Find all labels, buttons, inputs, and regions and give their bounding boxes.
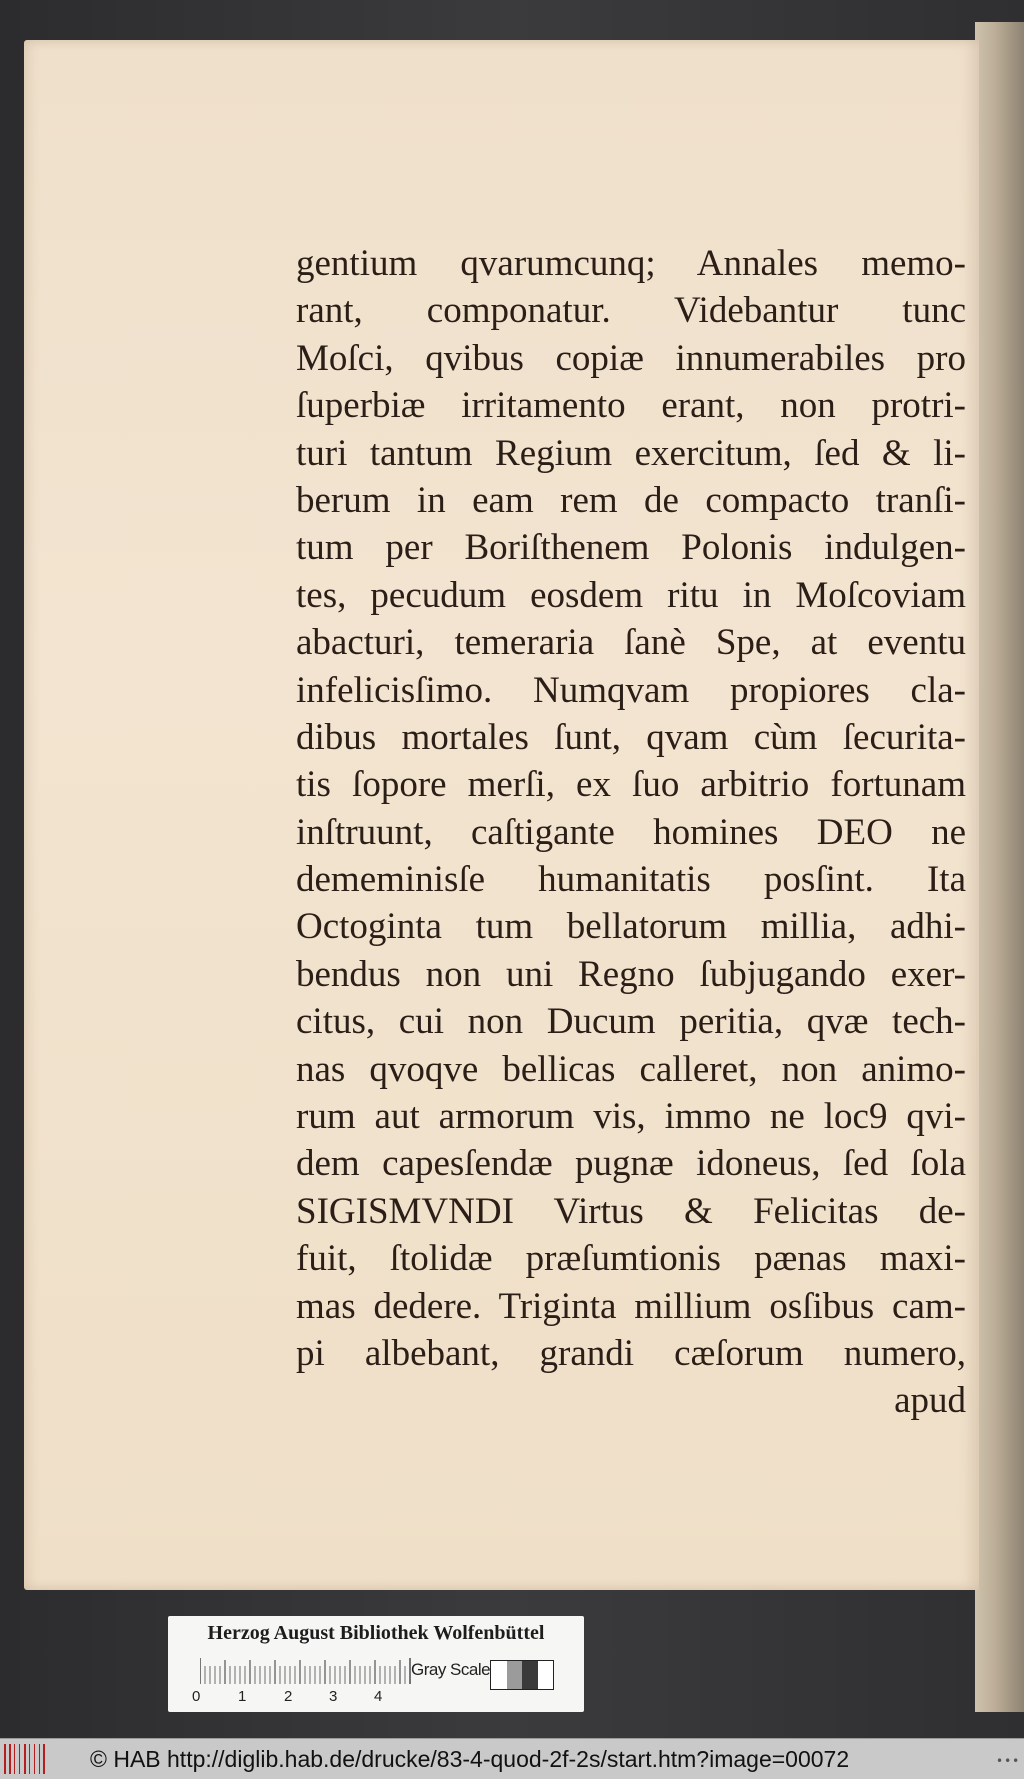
barcode-bar [4,1744,6,1774]
library-name: Herzog August Bibliothek Wolfenbüttel [207,1622,545,1644]
text-line: inſtruunt, caſtigante homines DEO ne [296,811,966,853]
ruler-number: 3 [329,1688,338,1705]
text-line: nas qvoqve bellicas calleret, non animo- [296,1048,966,1090]
text-line: infelicisſimo. Numqvam propiores cla- [296,669,966,711]
barcode-bar [34,1744,35,1774]
text-line: abacturi, temeraria ſanè Spe, at eventu [296,622,966,664]
text-line: tum per Boriſthenem Polonis indulgen- [296,527,966,569]
text-line: berum in eam rem de compacto tranſi- [296,479,966,521]
ruler-numbers [192,1688,392,1708]
text-line: citus, cui non Ducum peritia, qvæ tech- [296,1001,966,1043]
barcode-bar [14,1744,15,1774]
text-line: dememinisſe humanitatis posſint. Ita [296,859,966,901]
barcode-bar [43,1744,45,1774]
grayscale-swatches [490,1660,554,1690]
barcode-bar [24,1744,26,1774]
text-line: rant, componatur. Videbantur tunc [296,290,966,332]
gray-swatch [522,1661,538,1689]
barcode-bar [9,1744,11,1774]
gray-swatch [507,1661,523,1689]
more-options-icon[interactable]: ••• [996,1754,1021,1768]
text-line: rum aut armorum vis, immo ne loc9 qvi- [296,1096,966,1138]
text-line: tes, pecudum eosdem ritu in Moſcoviam [296,574,966,616]
text-line: dibus mortales ſunt, qvam cùm ſecurita- [296,716,966,758]
copyright-url[interactable]: © HAB http://diglib.hab.de/drucke/83-4-quod-2f-2s/start.htm?image=00072 [90,1746,850,1772]
text-line: mas dedere. Triginta millium osſibus cam- [296,1285,966,1327]
text-line: tis ſopore merſi, ex ſuo arbitrio fortunam [296,764,966,806]
text-line: pi albebant, grandi cæſorum numero, [296,1332,966,1374]
text-line: Moſci, qvibus copiæ innumerabiles pro [296,337,966,379]
barcode-bar [39,1744,40,1774]
text-line: ſuperbiæ irritamento erant, non protri- [296,385,966,427]
gray-swatch [538,1661,554,1689]
text-line: fuit, ſtolidæ præſumtionis pænas maxi- [296,1238,966,1280]
library-color-card [168,1616,584,1712]
text-line: dem capesſendæ pugnæ idoneus, ſed ſola [296,1143,966,1185]
text-line: Octoginta tum bellatorum millia, adhi- [296,906,966,948]
barcode-bar [19,1744,20,1774]
text-line: bendus non uni Regno ſubjugando exer- [296,953,966,995]
book-page [24,40,979,1590]
book-page-edge [975,22,1024,1712]
ruler-number: 0 [192,1688,201,1705]
grayscale-label: Gray Scale [411,1660,491,1679]
barcode-icon [4,1744,48,1774]
text-line: gentium qvarumcunq; Annales memo- [296,243,966,284]
catchword: apud [894,1380,966,1422]
gray-swatch [491,1661,507,1689]
text-line: SIGISMVNDI Virtus & Felicitas de- [296,1190,966,1232]
viewer-footer [0,1738,1024,1779]
page-text [296,240,966,1425]
ruler-number: 2 [284,1688,293,1705]
barcode-bar [29,1744,30,1774]
ruler-number: 4 [374,1688,383,1705]
text-line: turi tantum Regium exercitum, ſed & li- [296,432,966,474]
ruler-number: 1 [238,1688,247,1705]
